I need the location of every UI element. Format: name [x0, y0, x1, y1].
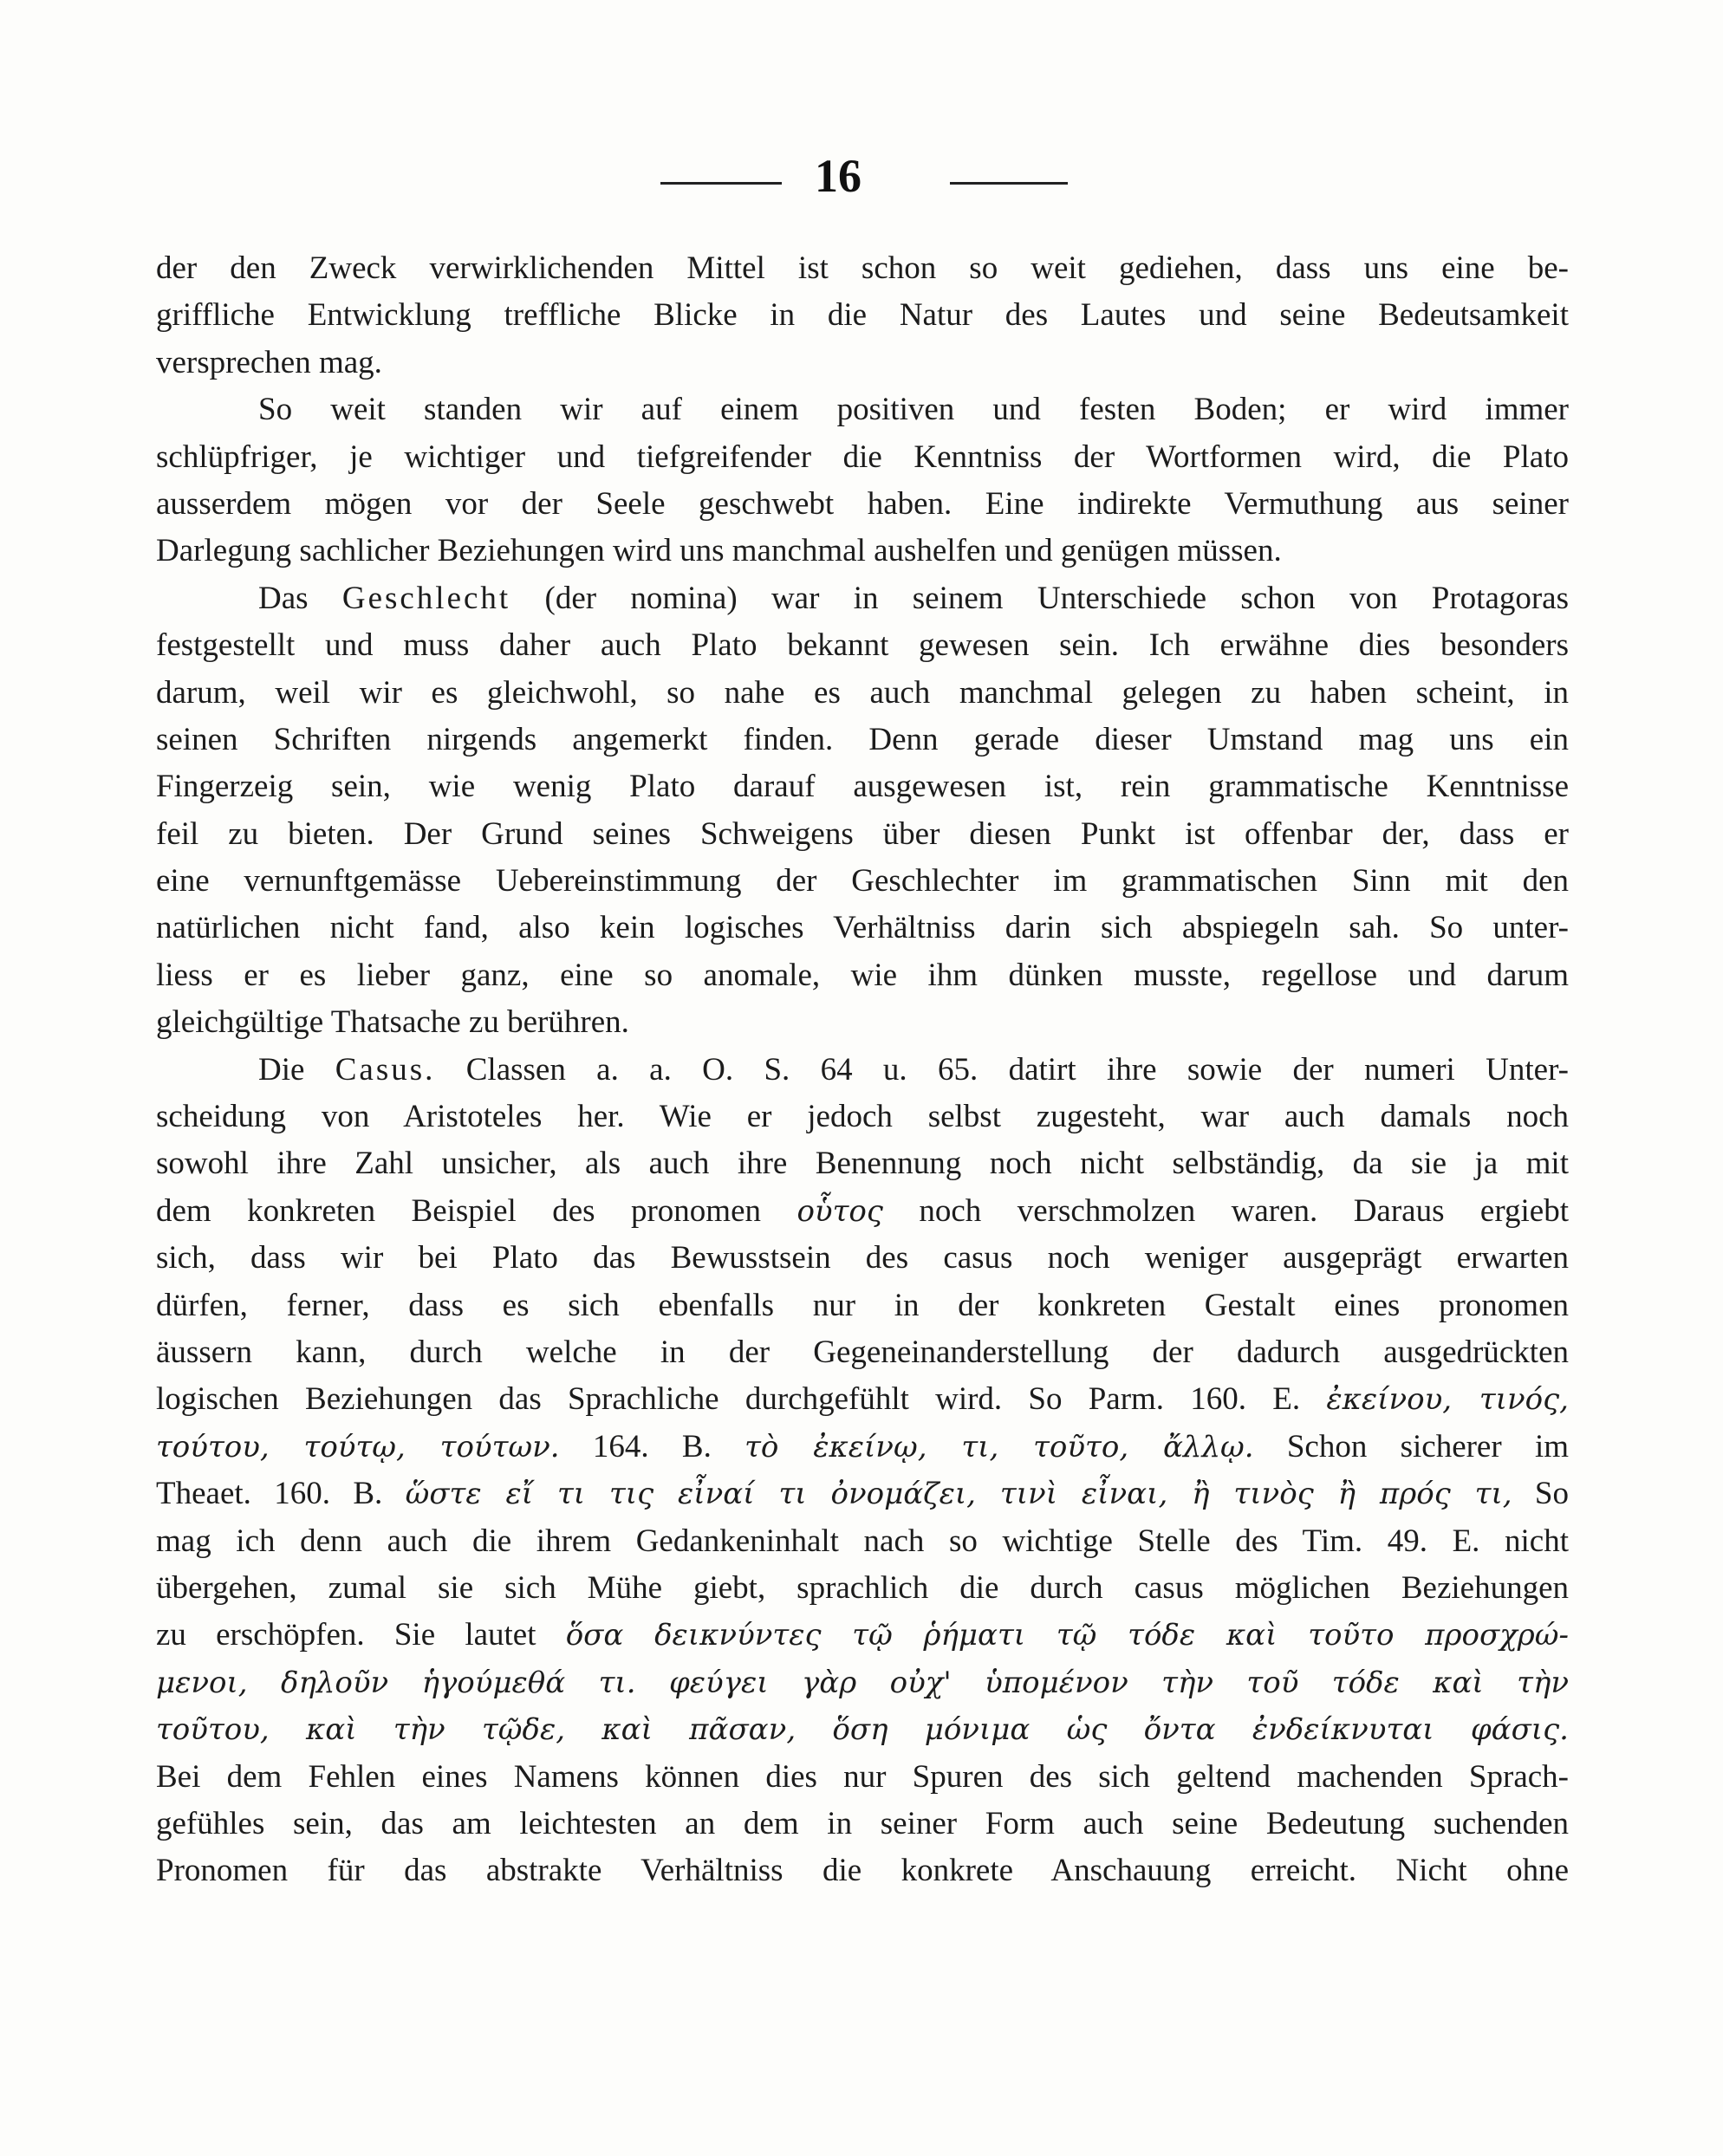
text-segment: (der nomina) war in seinem Unterschiede schon von Protagoras	[510, 580, 1569, 616]
text-line	[156, 1188, 1569, 1235]
text-line	[156, 1706, 1569, 1753]
text-line: seinen Schriften nirgends angemerkt finden. Denn gerade dieser Umstand mag uns ein	[156, 721, 1569, 757]
text-line: Pronomen für das abstrakte Verhältniss die konkrete Anschauung erreicht. Nicht ohne	[156, 1853, 1569, 1889]
text-segment: Das	[258, 580, 342, 616]
text-segment: Schon sicherer im	[1253, 1428, 1569, 1464]
greek-text: μενοι, δηλοῦν ἡγούμεθά τι. φεύγει γὰρ οὐχ' ὑπομένον τὴν τοῦ τόδε καὶ τὴν	[156, 1665, 1569, 1700]
body-text	[156, 245, 1569, 1895]
greek-text: τοῦτου, καὶ τὴν τῷδε, καὶ πᾶσαν, ὅση μόνιμα ὡς ὄντα ἐνδείκνυται φάσις.	[156, 1712, 1569, 1748]
greek-text: ὥστε εἴ τι τις εἶναί τι ὀνομάζει, τινὶ εἶναι, ἢ τινὸς ἢ πρός τι,	[405, 1477, 1512, 1512]
text-line: versprechen mag.	[156, 344, 382, 380]
text-line: darum, weil wir es gleichwohl, so nahe es auch manchmal gelegen zu haben scheint, in	[156, 674, 1569, 711]
text-line	[156, 575, 1569, 622]
text-line	[156, 1659, 1569, 1706]
text-line: sich, dass wir bei Plato das Bewusstsein des casus noch weniger ausgeprägt erwarten	[156, 1240, 1569, 1276]
text-segment: So	[1512, 1476, 1569, 1512]
text-line: feil zu bieten. Der Grund seines Schweigens über diesen Punkt ist offenbar der, dass er	[156, 815, 1569, 852]
text-line: eine vernunftgemässe Uebereinstimmung der Geschlechter im grammatischen Sinn mit den	[156, 863, 1569, 899]
greek-text: ἐκείνου, τινός,	[1326, 1382, 1569, 1418]
spaced-term: Casus.	[335, 1051, 436, 1088]
greek-text: ὅσα δεικνύντες τῷ ῥήματι τῷ τόδε καὶ τοῦτο προσχρώ-	[565, 1618, 1569, 1653]
text-segment: dem konkreten Beispiel des pronomen	[156, 1192, 797, 1229]
greek-text: τὸ ἐκείνῳ, τι, τοῦτο, ἄλλῳ.	[744, 1429, 1254, 1464]
text-segment: Classen a. a. O. S. 64 u. 65. datirt ihre sowie der numeri Unter-	[435, 1051, 1569, 1088]
text-line: festgestellt und muss daher auch Plato bekannt gewesen sein. Ich erwähne dies besonders	[156, 627, 1569, 664]
greek-text: τούτου, τούτῳ, τούτων.	[156, 1429, 560, 1464]
text-line: Darlegung sachlicher Beziehungen wird uns manchmal aushelfen und genügen müssen.	[156, 533, 1282, 569]
text-line: der den Zweck verwirklichenden Mittel ist schon so weit gediehen, dass uns eine be-	[156, 250, 1569, 286]
header-rule-right	[950, 182, 1068, 185]
text-line	[156, 1424, 1569, 1471]
text-segment: Theaet. 160. B.	[156, 1476, 406, 1512]
text-line: äussern kann, durch welche in der Gegeneinanderstellung der dadurch ausgedrückten	[156, 1334, 1569, 1370]
text-line	[156, 1376, 1569, 1423]
text-line: übergehen, zumal sie sich Mühe giebt, sprachlich die durch casus möglichen Beziehungen	[156, 1569, 1569, 1606]
text-line: ausserdem mögen vor der Seele geschwebt haben. Eine indirekte Vermuthung aus seiner	[156, 485, 1569, 522]
text-line: natürlichen nicht fand, also kein logisches Verhältniss darin sich abspiegeln sah. So unter-	[156, 910, 1569, 946]
text-line: dürfen, ferner, dass es sich ebenfalls nur in der konkreten Gestalt eines pronomen	[156, 1287, 1569, 1323]
text-line: So weit standen wir auf einem positiven und festen Boden; er wird immer	[258, 392, 1569, 428]
header-rule-left	[660, 182, 782, 185]
page-header	[0, 146, 1723, 215]
text-line: gefühles sein, das am leichtesten an dem in seiner Form auch seine Bedeutung suchenden	[156, 1805, 1569, 1841]
text-line: griffliche Entwicklung treffliche Blicke in die Natur des Lautes und seine Bedeutsamkeit	[156, 297, 1569, 334]
text-line	[156, 1612, 1569, 1659]
greek-text: οὗτος	[796, 1193, 883, 1229]
text-line: Fingerzeig sein, wie wenig Plato darauf ausgewesen ist, rein grammatische Kenntnisse	[156, 769, 1569, 805]
text-segment: Die	[258, 1051, 335, 1088]
text-line: sowohl ihre Zahl unsicher, als auch ihre Benennung noch nicht selbständig, da sie ja mit	[156, 1146, 1569, 1182]
text-line	[156, 1047, 1569, 1094]
text-line	[156, 1471, 1569, 1517]
spaced-term: Geschlecht	[341, 580, 511, 616]
page-number: 16	[815, 150, 862, 202]
text-line: liess er es lieber ganz, eine so anomale, wie ihm dünken musste, regellose und darum	[156, 957, 1569, 993]
text-line: gleichgültige Thatsache zu berühren.	[156, 1004, 629, 1041]
text-segment: 164. B.	[559, 1428, 745, 1464]
text-line: schlüpfriger, je wichtiger und tiefgreifender die Kenntniss der Wortformen wird, die Plato	[156, 438, 1569, 475]
text-line: scheidung von Aristoteles her. Wie er jedoch selbst zugesteht, war auch damals noch	[156, 1099, 1569, 1135]
text-segment: logischen Beziehungen das Sprachliche durchgefühlt wird. So Parm. 160. E.	[156, 1381, 1327, 1418]
text-line: Bei dem Fehlen eines Namens können dies nur Spuren des sich geltend machenden Sprach-	[156, 1758, 1569, 1795]
text-line: mag ich denn auch die ihrem Gedankeninhalt nach so wichtige Stelle des Tim. 49. E. nicht	[156, 1523, 1569, 1559]
text-segment: zu erschöpfen. Sie lautet	[156, 1617, 566, 1653]
text-segment: noch verschmolzen waren. Daraus ergiebt	[882, 1192, 1569, 1229]
